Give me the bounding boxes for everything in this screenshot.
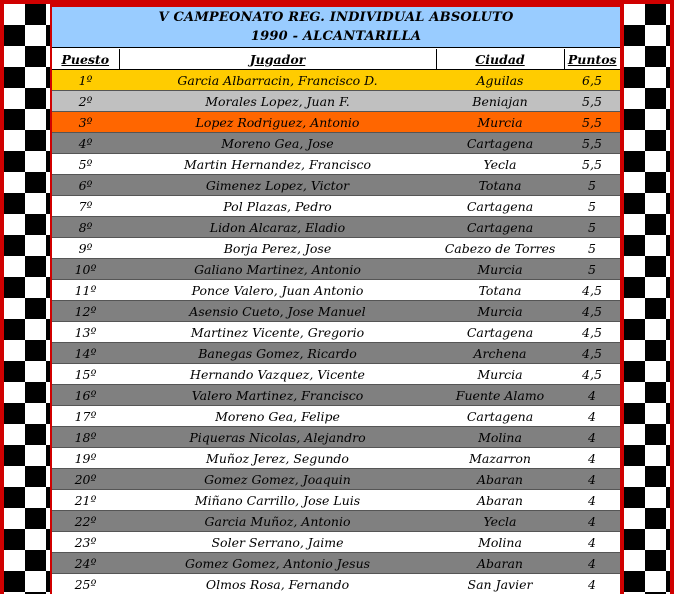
table-row xyxy=(52,196,620,217)
cell-jugador: Soler Serrano, Jaime xyxy=(119,532,436,553)
table-row xyxy=(52,574,620,594)
cell-jugador: Garcia Albarracin, Francisco D. xyxy=(119,70,436,91)
cell-puntos: 6,5 xyxy=(564,70,620,91)
cell-puesto: 24º xyxy=(52,553,119,574)
cell-jugador: Gomez Gomez, Antonio Jesus xyxy=(119,553,436,574)
cell-jugador: Miñano Carrillo, Jose Luis xyxy=(119,490,436,511)
cell-puesto: 7º xyxy=(52,196,119,217)
cell-puntos: 5,5 xyxy=(564,133,620,154)
table-row xyxy=(52,175,620,196)
table-row xyxy=(52,217,620,238)
cell-ciudad: Cartagena xyxy=(436,322,564,343)
cell-puesto: 17º xyxy=(52,406,119,427)
cell-ciudad: Cartagena xyxy=(436,133,564,154)
cell-puntos: 4,5 xyxy=(564,364,620,385)
cell-jugador: Lidon Alcaraz, Eladio xyxy=(119,217,436,238)
cell-puesto: 16º xyxy=(52,385,119,406)
table-row xyxy=(52,490,620,511)
cell-ciudad: Abaran xyxy=(436,553,564,574)
header-row xyxy=(52,49,620,70)
header-ciudad: Ciudad xyxy=(436,49,564,70)
cell-jugador: Olmos Rosa, Fernando xyxy=(119,574,436,594)
cell-puntos: 4 xyxy=(564,511,620,532)
cell-ciudad: Cabezo de Torres xyxy=(436,238,564,259)
cell-ciudad: Totana xyxy=(436,175,564,196)
cell-puntos: 4 xyxy=(564,406,620,427)
cell-ciudad: Fuente Alamo xyxy=(436,385,564,406)
cell-jugador: Galiano Martinez, Antonio xyxy=(119,259,436,280)
cell-puesto: 5º xyxy=(52,154,119,175)
cell-puntos: 4 xyxy=(564,532,620,553)
table-row xyxy=(52,448,620,469)
cell-ciudad: Molina xyxy=(436,427,564,448)
table-row xyxy=(52,406,620,427)
cell-puesto: 25º xyxy=(52,574,119,594)
header-jugador: Jugador xyxy=(119,49,436,70)
table-row xyxy=(52,91,620,112)
table-row xyxy=(52,238,620,259)
cell-ciudad: Murcia xyxy=(436,364,564,385)
cell-jugador: Asensio Cueto, Jose Manuel xyxy=(119,301,436,322)
cell-jugador: Piqueras Nicolas, Alejandro xyxy=(119,427,436,448)
cell-puesto: 4º xyxy=(52,133,119,154)
standings-body xyxy=(52,70,620,594)
standings-sheet xyxy=(52,7,620,594)
cell-puesto: 11º xyxy=(52,280,119,301)
table-row xyxy=(52,532,620,553)
cell-ciudad: Cartagena xyxy=(436,196,564,217)
cell-jugador: Moreno Gea, Jose xyxy=(119,133,436,154)
cell-jugador: Gomez Gomez, Joaquin xyxy=(119,469,436,490)
cell-puesto: 18º xyxy=(52,427,119,448)
cell-puntos: 5,5 xyxy=(564,91,620,112)
table-row xyxy=(52,154,620,175)
title-banner xyxy=(52,7,620,48)
cell-puesto: 23º xyxy=(52,532,119,553)
cell-puntos: 5 xyxy=(564,259,620,280)
cell-jugador: Gimenez Lopez, Victor xyxy=(119,175,436,196)
cell-ciudad: Yecla xyxy=(436,511,564,532)
cell-ciudad: Yecla xyxy=(436,154,564,175)
table-row xyxy=(52,469,620,490)
table-row xyxy=(52,112,620,133)
cell-jugador: Ponce Valero, Juan Antonio xyxy=(119,280,436,301)
cell-jugador: Moreno Gea, Felipe xyxy=(119,406,436,427)
cell-puntos: 5,5 xyxy=(564,154,620,175)
tournament-year-venue: 1990 - ALCANTARILLA xyxy=(250,29,422,44)
cell-puesto: 6º xyxy=(52,175,119,196)
cell-jugador: Valero Martinez, Francisco xyxy=(119,385,436,406)
cell-puntos: 4 xyxy=(564,427,620,448)
table-row xyxy=(52,343,620,364)
cell-puesto: 12º xyxy=(52,301,119,322)
cell-puesto: 15º xyxy=(52,364,119,385)
header-puesto: Puesto xyxy=(52,49,119,70)
cell-jugador: Hernando Vazquez, Vicente xyxy=(119,364,436,385)
cell-puesto: 20º xyxy=(52,469,119,490)
cell-puntos: 5 xyxy=(564,175,620,196)
cell-puntos: 4,5 xyxy=(564,280,620,301)
cell-puesto: 8º xyxy=(52,217,119,238)
cell-puesto: 14º xyxy=(52,343,119,364)
cell-jugador: Lopez Rodriguez, Antonio xyxy=(119,112,436,133)
table-row xyxy=(52,364,620,385)
table-row xyxy=(52,511,620,532)
table-row xyxy=(52,427,620,448)
cell-puesto: 13º xyxy=(52,322,119,343)
cell-puntos: 4,5 xyxy=(564,301,620,322)
cell-puntos: 5 xyxy=(564,196,620,217)
cell-jugador: Pol Plazas, Pedro xyxy=(119,196,436,217)
table-row xyxy=(52,280,620,301)
cell-ciudad: San Javier xyxy=(436,574,564,594)
cell-puntos: 5,5 xyxy=(564,112,620,133)
cell-ciudad: Abaran xyxy=(436,469,564,490)
left-checkered-border xyxy=(4,4,50,594)
table-row xyxy=(52,259,620,280)
cell-ciudad: Beniajan xyxy=(436,91,564,112)
cell-puntos: 4 xyxy=(564,490,620,511)
table-row xyxy=(52,70,620,91)
table-row xyxy=(52,322,620,343)
table-row xyxy=(52,133,620,154)
cell-puesto: 22º xyxy=(52,511,119,532)
cell-jugador: Martinez Vicente, Gregorio xyxy=(119,322,436,343)
cell-puntos: 4 xyxy=(564,574,620,594)
cell-puntos: 5 xyxy=(564,238,620,259)
cell-puntos: 4 xyxy=(564,385,620,406)
cell-puntos: 4 xyxy=(564,469,620,490)
cell-puntos: 5 xyxy=(564,217,620,238)
cell-jugador: Muñoz Jerez, Segundo xyxy=(119,448,436,469)
tournament-title: V CAMPEONATO REG. INDIVIDUAL ABSOLUTO xyxy=(158,10,514,25)
cell-jugador: Garcia Muñoz, Antonio xyxy=(119,511,436,532)
cell-puesto: 10º xyxy=(52,259,119,280)
cell-jugador: Banegas Gomez, Ricardo xyxy=(119,343,436,364)
table-row xyxy=(52,553,620,574)
cell-jugador: Morales Lopez, Juan F. xyxy=(119,91,436,112)
cell-puesto: 2º xyxy=(52,91,119,112)
right-checkered-border xyxy=(624,4,670,594)
cell-puesto: 19º xyxy=(52,448,119,469)
cell-ciudad: Cartagena xyxy=(436,406,564,427)
cell-puntos: 4 xyxy=(564,448,620,469)
cell-jugador: Martin Hernandez, Francisco xyxy=(119,154,436,175)
table-row xyxy=(52,385,620,406)
cell-ciudad: Archena xyxy=(436,343,564,364)
cell-puntos: 4,5 xyxy=(564,343,620,364)
cell-puntos: 4 xyxy=(564,553,620,574)
header-puntos: Puntos xyxy=(564,49,620,70)
cell-puesto: 1º xyxy=(52,70,119,91)
cell-ciudad: Murcia xyxy=(436,301,564,322)
table-row xyxy=(52,301,620,322)
cell-ciudad: Abaran xyxy=(436,490,564,511)
cell-ciudad: Aguilas xyxy=(436,70,564,91)
cell-puntos: 4,5 xyxy=(564,322,620,343)
cell-puesto: 21º xyxy=(52,490,119,511)
cell-puesto: 9º xyxy=(52,238,119,259)
cell-ciudad: Murcia xyxy=(436,112,564,133)
cell-ciudad: Cartagena xyxy=(436,217,564,238)
cell-ciudad: Totana xyxy=(436,280,564,301)
cell-jugador: Borja Perez, Jose xyxy=(119,238,436,259)
cell-ciudad: Murcia xyxy=(436,259,564,280)
cell-puesto: 3º xyxy=(52,112,119,133)
cell-ciudad: Mazarron xyxy=(436,448,564,469)
cell-ciudad: Molina xyxy=(436,532,564,553)
standings-table xyxy=(52,49,620,594)
